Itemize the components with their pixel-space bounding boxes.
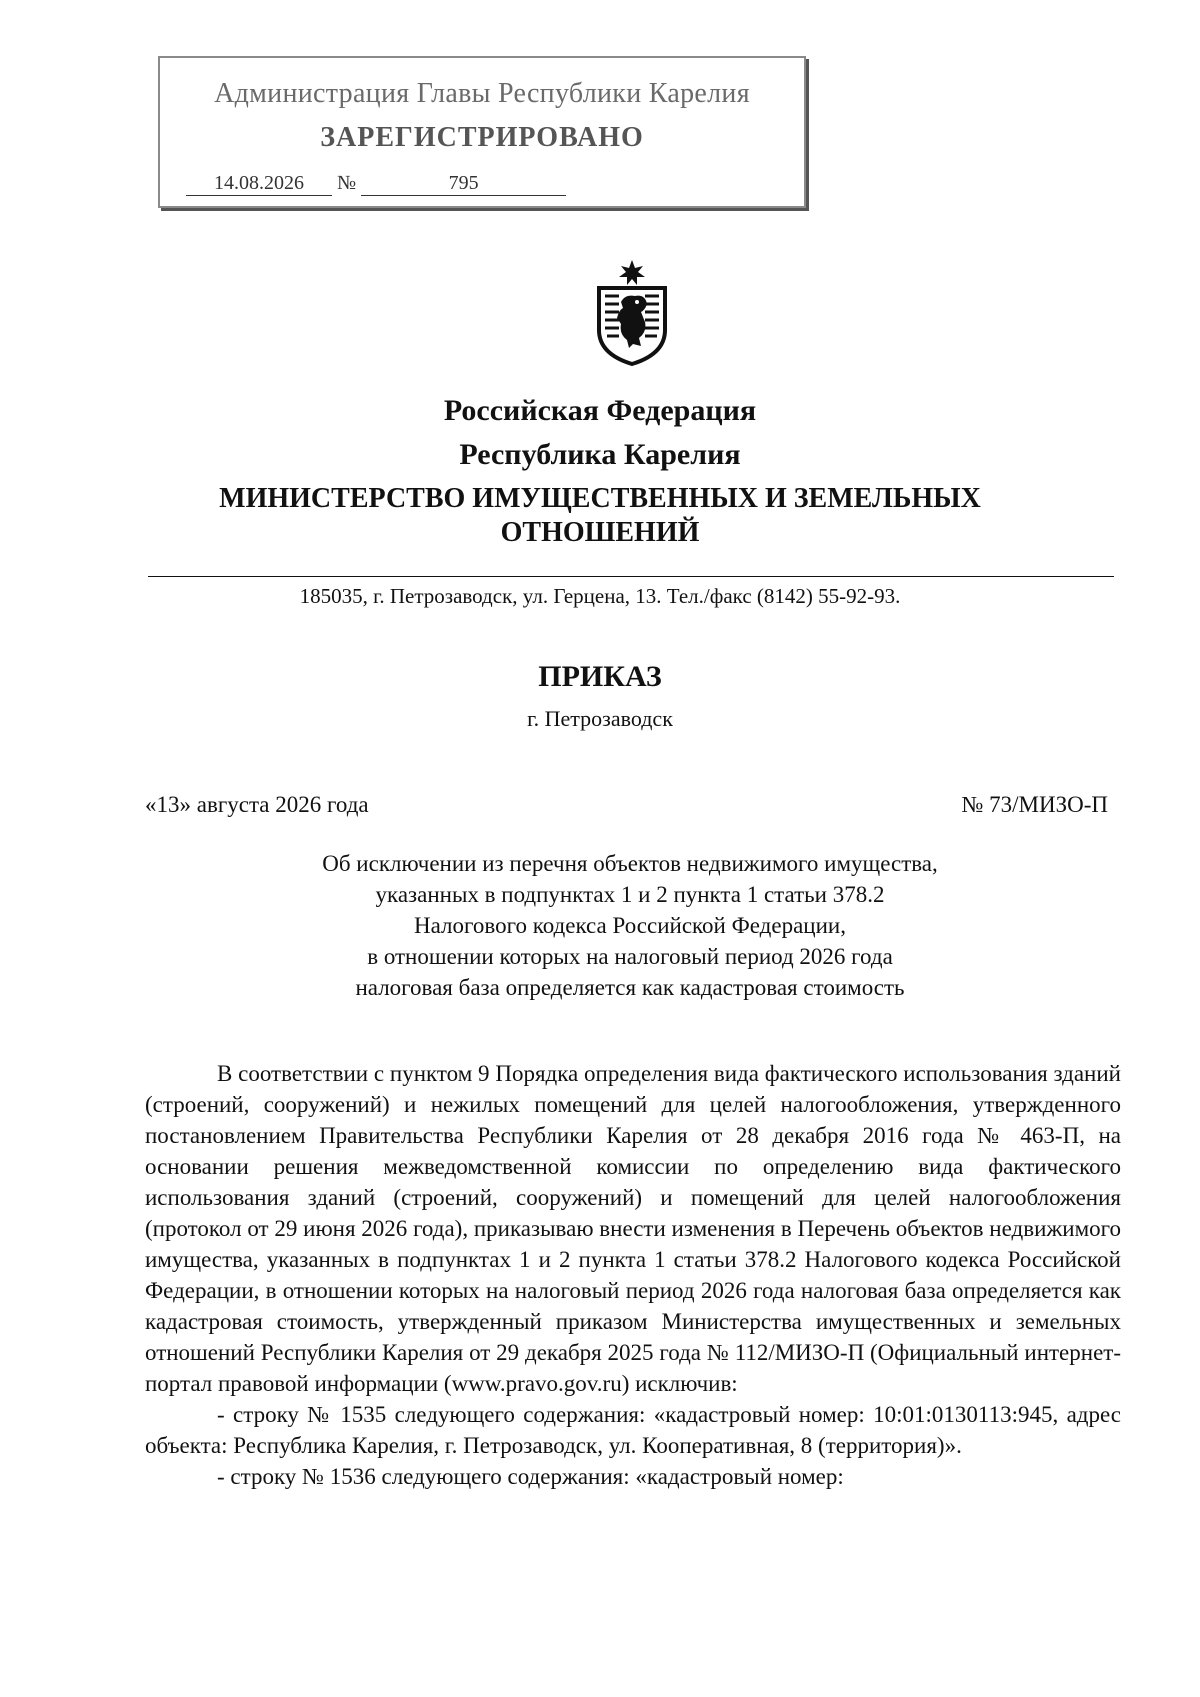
subject-line: налоговая база определяется как кадастровая стоимость <box>355 975 905 1000</box>
exclusion-item: - строку № 1536 следующего содержания: «кадастровый номер: <box>217 1464 844 1489</box>
header-ministry-line1: МИНИСТЕРСТВО ИМУЩЕСТВЕННЫХ И ЗЕМЕЛЬНЫХ <box>219 483 981 514</box>
karelia-coat-of-arms-emblem <box>585 258 679 368</box>
order-body <box>145 1058 1121 1492</box>
header-region: Республика Карелия <box>459 438 741 471</box>
stamp-registration-row <box>186 172 566 196</box>
subject-line: в отношении которых на налоговый период 2026 года <box>367 944 893 969</box>
order-subject <box>0 848 1200 1003</box>
stamp-date: 14.08.2026 <box>186 172 332 196</box>
order-date: «13» августа 2026 года <box>145 792 369 817</box>
order-number: № 73/МИЗО-П <box>961 792 1108 817</box>
stamp-organization: Администрация Главы Республики Карелия <box>214 78 750 109</box>
registration-stamp <box>158 56 806 208</box>
order-title: ПРИКАЗ <box>538 660 662 693</box>
subject-line: Об исключении из перечня объектов недвижимого имущества, <box>322 851 938 876</box>
header-ministry-line2: ОТНОШЕНИЙ <box>500 517 700 548</box>
stamp-number: 795 <box>361 172 566 196</box>
header-divider <box>148 576 1114 577</box>
order-city: г. Петрозаводск <box>527 706 673 731</box>
header-country: Российская Федерация <box>443 394 757 427</box>
stamp-number-sign: № <box>337 172 357 194</box>
stamp-status: ЗАРЕГИСТРИРОВАНО <box>320 122 644 153</box>
subject-line: Налогового кодекса Российской Федерации, <box>414 913 846 938</box>
exclusion-item: - строку № 1535 следующего содержания: «кадастровый номер: 10:01:0130113:945, адрес объекта: Республика Карелия, г. Петрозаводск, ул. Кооперативная, 8 (территория)». <box>145 1402 1121 1458</box>
body-paragraph: В соответствии с пунктом 9 Порядка определения вида фактического использования зданий (строений, сооружений) и нежилых помещений для целей налогообложения, утвержденного постановлением Правительства Республики Карелия от 28 декабря 2016 года № 463-П, на основании решения межведомственной комиссии по определению вида фактического использования зданий (строений, сооружений) и помещений для целей налогообложения (протокол от 29 июня 2026 года), приказываю внести изменения в Перечень объектов недвижимого имущества, указанных в подпунктах 1 и 2 пункта 1 статьи 378.2 Налогового кодекса Российской Федерации, в отношении которых на налоговый период 2026 года налоговая база определяется как кадастровая стоимость, утвержденный приказом Министерства имущественных и земельных отношений Республики Карелия от 29 декабря 2025 года № 112/МИЗО-П (Официальный интернет-портал правовой информации (www.pravo.gov.ru) исключив: <box>145 1061 1121 1396</box>
header-address: 185035, г. Петрозаводск, ул. Герцена, 13. Тел./факс (8142) 55-92-93. <box>299 584 901 608</box>
subject-line: указанных в подпунктах 1 и 2 пункта 1 статьи 378.2 <box>375 882 885 907</box>
